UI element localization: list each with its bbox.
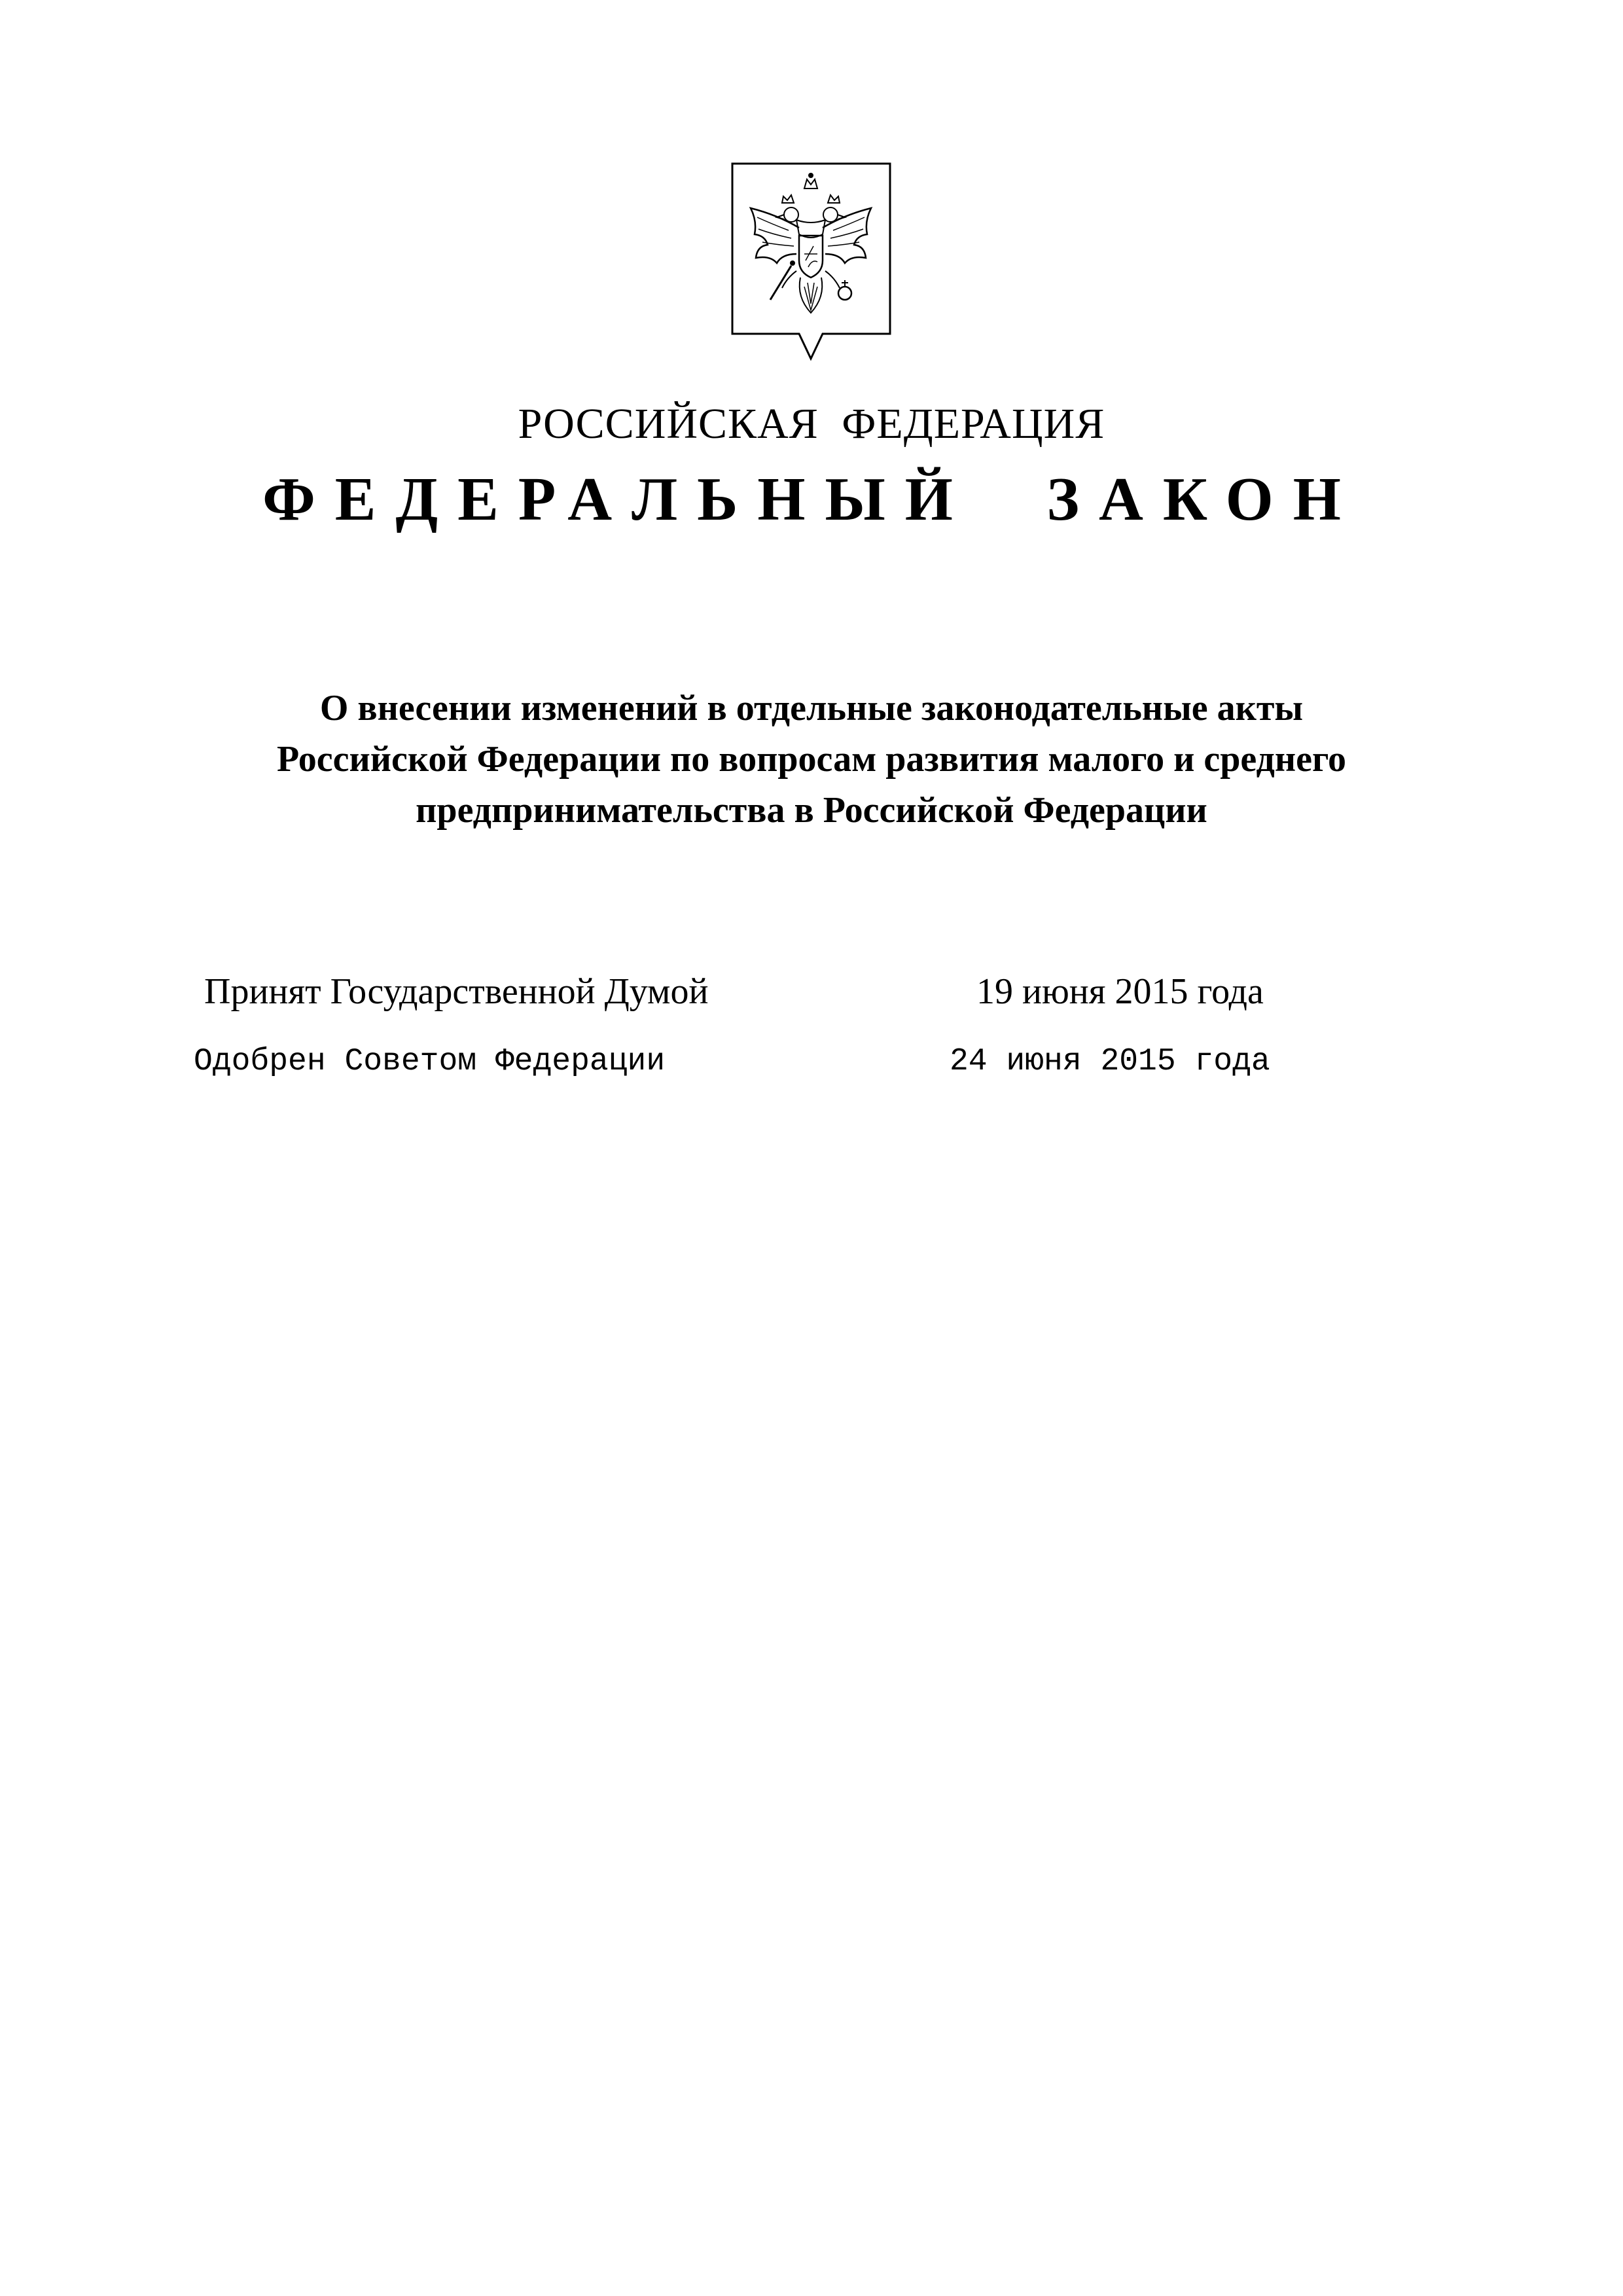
law-type-heading: ФЕДЕРАЛЬНЫЙ ЗАКОН (262, 465, 1361, 533)
law-title-line: О внесении изменений в отдельные законодательные акты (319, 688, 1304, 728)
approved-by-council-label: Одобрен Советом Федерации (194, 1044, 666, 1079)
country-name: РОССИЙСКАЯ ФЕДЕРАЦИЯ (518, 400, 1105, 448)
law-title-line: предпринимательства в Российской Федерации (416, 790, 1207, 831)
adopted-by-duma-date: 19 июня 2015 года (976, 971, 1264, 1012)
law-title-line: Российской Федерации по вопросам развития малого и среднего (276, 739, 1347, 780)
law-title (157, 683, 1466, 836)
adopted-by-duma-label: Принят Государственной Думой (204, 971, 709, 1012)
approved-by-council-date: 24 июня 2015 года (950, 1044, 1270, 1079)
russian-coat-of-arms-icon (731, 162, 891, 361)
